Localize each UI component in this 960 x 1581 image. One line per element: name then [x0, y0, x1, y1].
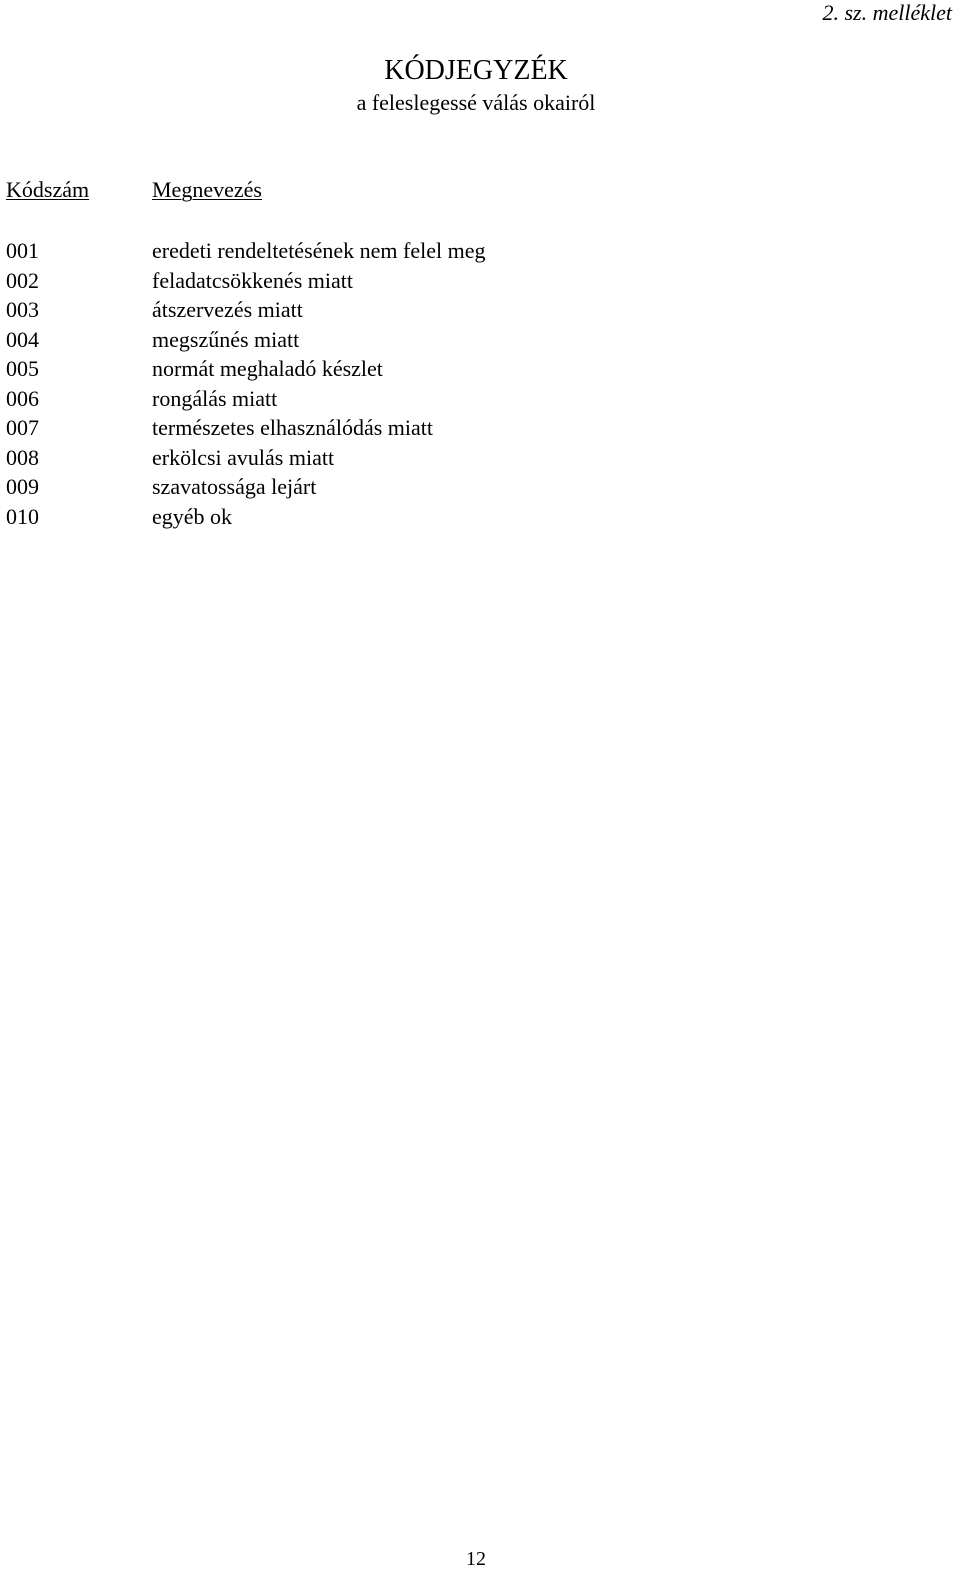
- name-cell: természetes elhasználódás miatt: [152, 415, 433, 440]
- code-cell: 010: [6, 503, 39, 529]
- code-cell: 005: [6, 356, 39, 381]
- code-row-010: [0, 502, 900, 532]
- name-cell: rongálás miatt: [152, 385, 278, 411]
- code-list: [0, 236, 900, 531]
- column-header-name: Megnevezés: [152, 177, 262, 202]
- name-cell: eredeti rendeltetésének nem felel meg: [152, 238, 486, 263]
- name-cell: erkölcsi avulás miatt: [152, 444, 335, 470]
- document-title: KÓDJEGYZÉK: [384, 55, 568, 86]
- name-cell: feladatcsökkenés miatt: [152, 267, 353, 293]
- code-cell: 008: [6, 444, 39, 470]
- name-cell: szavatossága lejárt: [152, 474, 317, 499]
- name-cell: megszűnés miatt: [152, 326, 300, 352]
- code-cell: 006: [6, 385, 39, 411]
- code-cell: 003: [6, 297, 39, 322]
- code-cell: 007: [6, 415, 39, 440]
- code-row-008: [0, 443, 900, 473]
- code-row-009: [0, 472, 900, 502]
- code-cell: 004: [6, 326, 39, 352]
- document-subtitle: a feleslegessé válás okairól: [356, 90, 596, 115]
- name-cell: normát meghaladó készlet: [152, 356, 383, 381]
- code-row-005: [0, 354, 900, 384]
- code-row-003: [0, 295, 900, 325]
- name-cell: egyéb ok: [152, 503, 233, 529]
- code-cell: 001: [6, 238, 39, 263]
- page-number: 12: [466, 1548, 486, 1570]
- code-row-002: [0, 266, 900, 296]
- code-row-007: [0, 413, 900, 443]
- table-header: [0, 176, 300, 206]
- name-cell: átszervezés miatt: [152, 297, 303, 322]
- annex-label: 2. sz. melléklet: [822, 0, 952, 25]
- code-row-004: [0, 325, 900, 355]
- code-row-001: [0, 236, 900, 266]
- code-row-006: [0, 384, 900, 414]
- code-cell: 009: [6, 474, 39, 499]
- code-cell: 002: [6, 267, 39, 293]
- column-header-code: Kódszám: [6, 177, 90, 202]
